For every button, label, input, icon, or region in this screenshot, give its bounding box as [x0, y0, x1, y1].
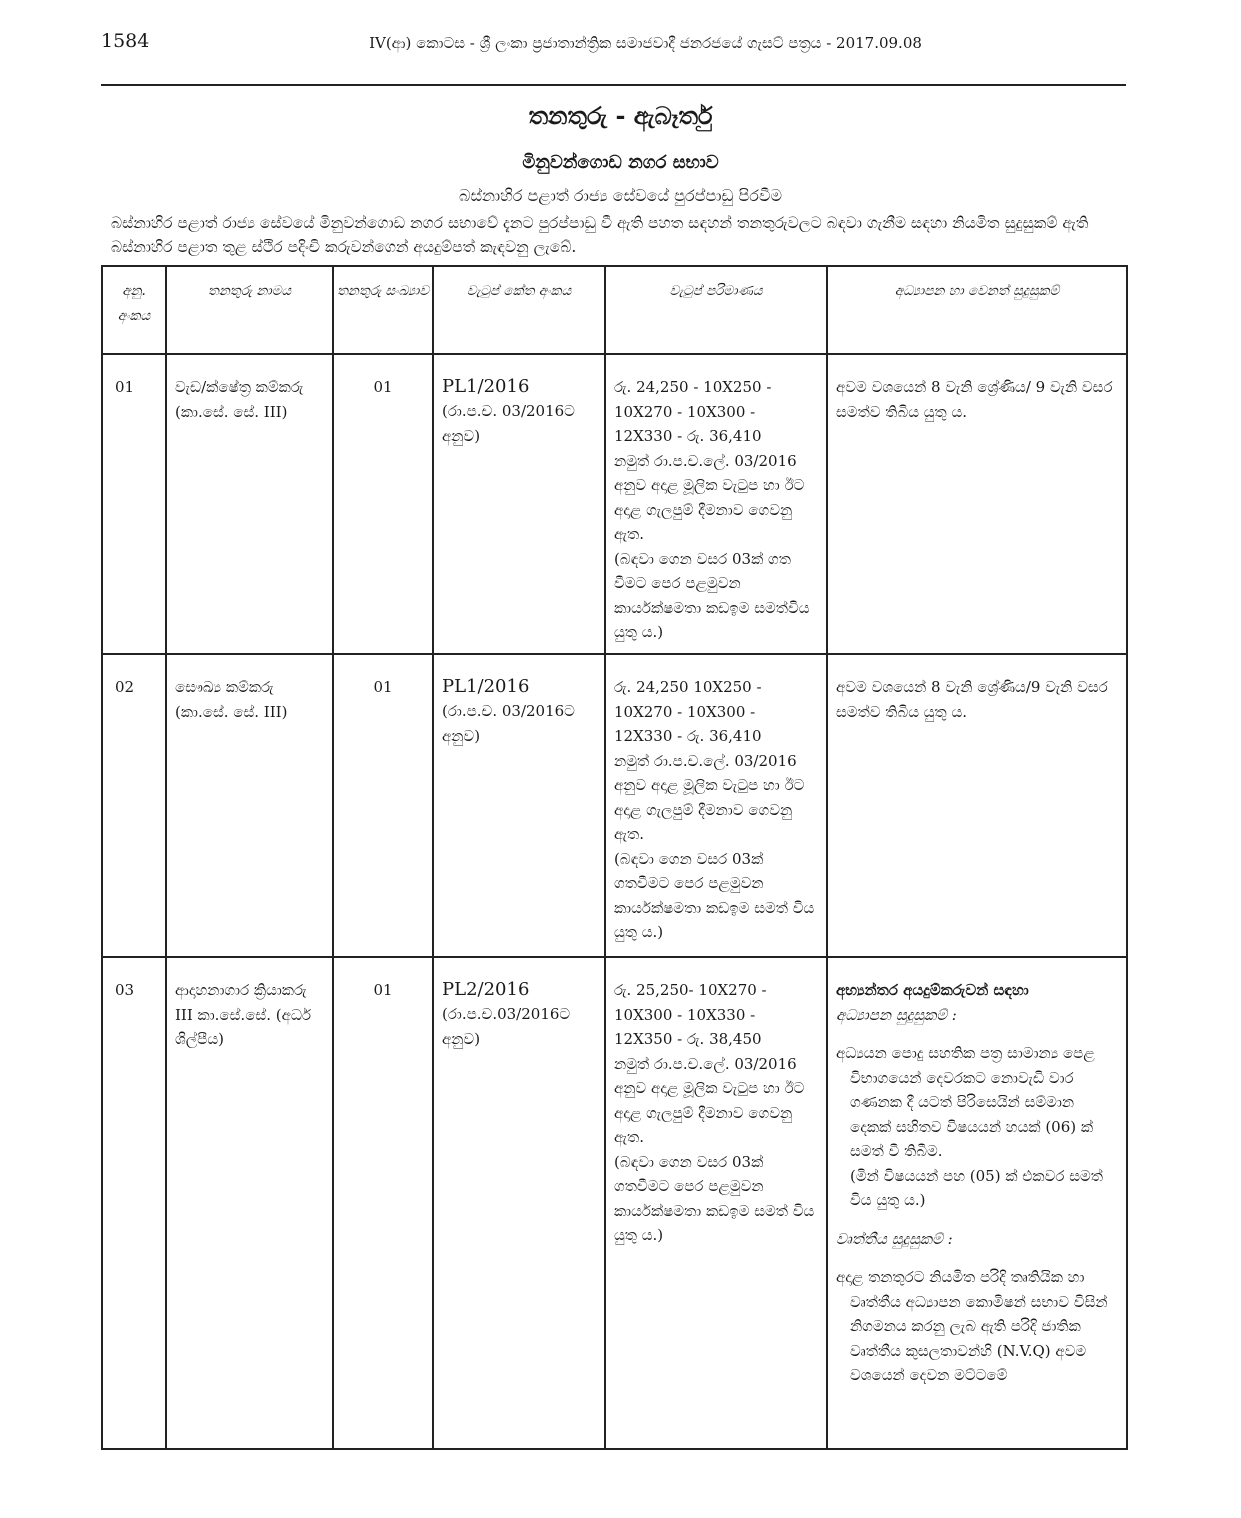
salary-code-note: (රා.ප.ච. 03/2016ට අනුව) — [442, 402, 575, 445]
col-header-post: තනතුරු නාමය — [166, 266, 333, 354]
spacer — [836, 1027, 1118, 1041]
council-name: මිනුවන්ගොඩ නගර සභාව — [522, 152, 719, 173]
cell-qualifications: අවම වශයෙන් 8 වැනි ශ්‍රේණිය/ 9 වැනි වසර සමත්ව තිබිය යුතු ය. — [827, 354, 1127, 654]
col-header-salary-scale: වැටුප් පරිමාණය — [605, 266, 827, 354]
salary-code: PL1/2016 — [442, 376, 530, 397]
table-row — [102, 654, 1127, 957]
cell-salary-code — [433, 654, 605, 957]
col-header-count: තනතුරු සංඛ්‍යාව — [333, 266, 433, 354]
salary-scale-condition: (බඳවා ගෙන වසර 03ක් ගතවීමට පෙර පළමුවන කාර්යක්ෂමතා කඩඉම සමත් විය යුතු ය.) — [614, 1152, 815, 1244]
salary-code-note: (රා.ප.ච.03/2016ට අනුව) — [442, 1005, 571, 1048]
salary-scale: රු. 24,250 - 10X250 - 10X270 - 10X300 - 12X330 - රු. 36,410 — [614, 378, 772, 445]
qual-voc-text: අදාළ තනතුරට නියමිත පරිදි තෘතියික හා වෘත්තීය අධ්‍යාපන කොමිෂන් සභාව විසින් නිගමනය කරනු ලැබ ඇති පරිදි ජාතික වෘත්තීය කුසලතාවන්හි (N.V.Q) අවම වශයෙන් දෙවන මට්ටමේ — [836, 1268, 1108, 1384]
table-header-row — [102, 266, 1127, 354]
cell-salary-scale — [605, 354, 827, 654]
header-rule — [101, 84, 1126, 86]
cell-qualifications — [827, 957, 1127, 1449]
cell-post: සෞඛ්‍ය කම්කරු (කා.සේ. සේ. III) — [166, 654, 333, 957]
salary-code: PL1/2016 — [442, 676, 530, 697]
qual-edu-label: අධ්‍යාපන සුදුසුකම් : — [836, 1005, 957, 1024]
qual-edu-text: අධ්‍යයන පොදු සහතික පත්‍ර සාමාන්‍ය පෙළ විභාගයෙන් දෙවරකට නොවැඩි වාර ගණනක දී යටත් පිරිසෙයින් සම්මාන දෙකක් සහිතව විෂයයන් හයක් (06) ක් සමත් වී තිබීම. — [836, 1044, 1095, 1160]
cell-post: වැඩ/ක්ෂේත්‍ර කම්කරු (කා.සේ. සේ. III) — [166, 354, 333, 654]
qual-voc-label: වෘත්තීය සුදුසුකම් : — [836, 1229, 953, 1248]
salary-code-note: (රා.ප.ච. 03/2016ට අනුව) — [442, 702, 575, 745]
salary-scale-condition: (බඳවා ගෙන වසර 03ක් ගතවීමට පෙර පළමුවන කාර්යක්ෂමතා කඩඉම සමත් විය යුතු ය.) — [614, 849, 815, 941]
spacer — [836, 1251, 1118, 1265]
cell-no: 03 — [102, 957, 166, 1449]
cell-salary-scale — [605, 957, 827, 1449]
col-header-salary-code: වැටුප් කේත අංකය — [433, 266, 605, 354]
salary-scale: රු. 25,250- 10X270 - 10X300 - 10X330 - 12X350 - රු. 38,450 — [614, 981, 767, 1048]
salary-scale: රු. 24,250 10X250 - 10X270 - 10X300 - 12X330 - රු. 36,410 — [614, 678, 762, 745]
spacer — [836, 1213, 1118, 1227]
salary-scale-note: නමුත් රා.ප.ච.ලේ. 03/2016 අනුව අදාළ මූලික වැටුප හා ඊට අදාළ ගැලපුම් දීමනාව ගෙවනු ඇත. — [614, 1054, 805, 1146]
notice-heading: බස්නාහිර පළාත් රාජ්‍ය සේවයේ පුරප්පාඩු පිරවීම — [459, 186, 782, 205]
salary-scale-note: නමුත් රා.ප.ච.ලේ. 03/2016 අනුව අදාළ මූලික වැටුප හා ඊට අදාළ ගැලපුම් දීමනාව ගෙවනු ඇත. — [614, 751, 805, 843]
cell-post: ආදාහනාගාර ක්‍රියාකරු III කා.සේ.සේ. (අර්ධ ශිල්පීය) — [166, 957, 333, 1449]
cell-count: 01 — [333, 654, 433, 957]
salary-code: PL2/2016 — [442, 979, 530, 1000]
cell-no: 01 — [102, 354, 166, 654]
intro-paragraph: බස්නාහිර පළාත් රාජ්‍ය සේවයේ මිනුවන්ගොඩ නගර සභාවේ දැනට පුරප්පාඩු වී ඇති පහත සඳහන් තනතුරුවලට බඳවා ගැනීම සඳහා නියමිත සුදුසුකම් ඇති බස්නාහිර පළාත තුළ ස්ථිර පදිංචි කරුවන්ගෙන් අයදුම්පත් කැඳවනු ලැබේ. — [111, 214, 1089, 256]
salary-scale-condition: (බඳවා ගෙන වසර 03ක් ගත වීමට පෙර පළමුවන කාර්යක්ෂමතා කඩඉම සමත්විය යුතු ය.) — [614, 549, 810, 641]
cell-salary-scale — [605, 654, 827, 957]
section-title: තනතුරු - ඇබෑර්තු — [528, 101, 713, 130]
vacancy-table — [101, 265, 1128, 1450]
cell-count: 01 — [333, 957, 433, 1449]
cell-salary-code — [433, 354, 605, 654]
table-row — [102, 957, 1127, 1449]
table-row — [102, 354, 1127, 654]
col-header-qualifications: අධ්‍යාපන හා වෙනත් සුදුසුකම් — [827, 266, 1127, 354]
page-number: 1584 — [101, 30, 150, 52]
cell-no: 02 — [102, 654, 166, 957]
running-header: IV(ආ) කොටස - ශ්‍රී ලංකා ප්‍රජාතාන්ත්‍රික සමාජවාදී ජනරජයේ ගැසට් පත්‍රය - 2017.09.08 — [369, 34, 922, 52]
salary-scale-note: නමුත් රා.ප.ච.ලේ. 03/2016 අනුව අදාළ මූලික වැටුප හා ඊට අදාළ ගැලපුම් දීමනාව ගෙවනු ඇත. — [614, 451, 805, 543]
cell-qualifications: අවම වශයෙන් 8 වැනි ශ්‍රේණිය/9 වැනි වසර සමත්ව තිබිය යුතු ය. — [827, 654, 1127, 957]
col-header-no: අනු. අංකය — [102, 266, 166, 354]
cell-count: 01 — [333, 354, 433, 654]
qual-heading: අභ්‍යන්තර අයදුම්කරුවන් සඳහා — [836, 981, 1029, 999]
cell-salary-code — [433, 957, 605, 1449]
qual-edu-note: (මින් විෂයයන් පහ (05) ක් එකවර සමත් විය යුතු ය.) — [850, 1166, 1103, 1209]
